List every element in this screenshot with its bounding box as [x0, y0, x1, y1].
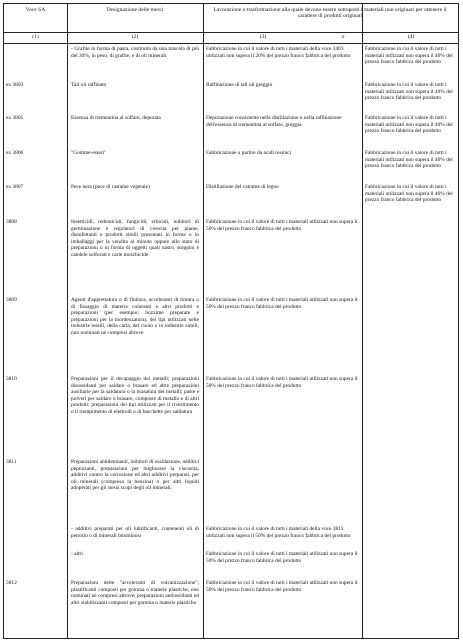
row-code: ex 3806	[6, 150, 24, 156]
colnum-3: (3)	[259, 34, 267, 40]
colnum-1: (1)	[32, 34, 39, 40]
row-description: Pece nera (pece di catrame vegetale)	[71, 184, 150, 190]
header-lavorazione: Lavorazione o trasformazione alla quale devono essere sottoposti i materiali non originari per ottenere il carattere di prodotti originari	[213, 7, 447, 20]
row-description: Agenti d'apprettatura o di finitura, acceleranti di tintura o di fissaggio di materie coloranti e altri prodotti e preparazioni (per esempio: bozzime preparate e preparazioni per la mordenzatura), dei tipi utilizzati nelle industrie tessili, della carta, del cuoio o in industrie simili, non nominati né compresi altrove	[71, 297, 199, 336]
row-code: 3810	[6, 376, 17, 382]
row-description: Preparazioni dette "acceleranti di vulcanizzazione"; plastificanti composti per gomma o materie plastiche, non nominati né compresi altrove; preparazioni antiossidanti ed altri stabilizzanti composti per gomma o materie plastiche	[71, 580, 199, 606]
row-description: Preparazioni per il decapaggio dei metalli; preparazioni disossidanti per saldare o brasare ed altre preparazioni ausiliarie per la saldatura o la brasatura dei metalli; paste e polveri per saldare o brasare, composte di metallo e di altri prodotti; preparazioni dei tipi utilizzati per il rivestimento o il riempimento di elettrodi o di bacchette per saldatura	[71, 376, 199, 415]
row-description: Insetticidi, rodenticidi, fungicidi, erbicidi, inibitori di germinazione e regolatori di crescita per piante, disinfettanti e prodotti simili presentati in forme o in imballaggi per la vendita al minuto oppure allo stato di preparazioni o in forma di oggetti quali nastri, stoppini e candele solforati e carte moschicide	[71, 219, 199, 258]
row-description: - Grafite in forma di pasta, costituita da una miscela di più del 30%, in peso, di grafite, e di oli minerali	[71, 46, 199, 59]
row-alternative: Fabbricazione in cui il valore di tutti i materiali utilizzati non supera il 40% del prezzo franco fabbrica del prodotto	[365, 184, 453, 204]
header-separator	[4, 32, 458, 33]
row-processing: Fabbricazione in cui il valore di tutti i materiali utilizzati non supera il 50% del prezzo franco fabbrica del prodotto	[206, 297, 358, 310]
header-designazione: Designazione delle merci	[106, 7, 164, 13]
row-processing: Depurazione consistente nella distillazione o nella raffinazione dell'essenza di trementina al solfato, greggia	[206, 115, 342, 128]
row-description: - altri	[71, 551, 83, 557]
row-description: Essenza di trementina al solfato, depurata	[71, 115, 161, 121]
column-divider	[67, 4, 68, 638]
colnum-2: (2)	[131, 34, 139, 40]
row-processing: Fabbricazione a partire da acidi resinici	[206, 150, 292, 156]
row-processing: Raffinazione di tall oil greggio	[206, 82, 273, 88]
row-code: 3808	[6, 219, 17, 225]
colnum-separator	[4, 43, 458, 44]
row-code: ex 3807	[6, 184, 24, 190]
row-alternative: Fabbricazione in cui il valore di tutti i materiali utilizzati non supera il 40% del prezzo franco fabbrica del prodotto	[365, 115, 453, 135]
row-code: 3812	[6, 580, 17, 586]
row-processing: Fabbricazione in cui il valore di tutti i materiali della voce 3811 utilizzati non supera il 50% del prezzo franco fabbrica del prodotto	[206, 526, 351, 539]
row-code: ex 3805	[6, 115, 24, 121]
colnum-4: (4)	[407, 34, 415, 40]
row-code: 3811	[6, 459, 17, 465]
row-description: "Gomme-esteri"	[71, 150, 107, 156]
row-description: Preparazioni antidetonanti, inibitori di ossidazione, additivi peptizzanti, preparazioni per migliorare la viscosità, additivi contro la corrosione ed altri additivi preparati, per oli minerali (compresa la benzina) o per altri liquidi adoperati per gli stessi scopi degli oli minerali:	[71, 459, 199, 492]
row-code: 3809	[6, 297, 17, 303]
row-description: Tall oil raffinato	[71, 82, 107, 88]
row-processing: Distillazione del catrame di legno	[206, 184, 279, 190]
colnum-or: o	[341, 34, 345, 40]
row-processing: Fabbricazione in cui il valore di tutti i materiali utilizzati non supera il 50% del prezzo franco fabbrica del prodotto	[206, 551, 358, 564]
annex-table	[3, 3, 459, 639]
row-processing: Fabbricazione in cui il valore di tutti i materiali utilizzati non supera il 50% del prezzo franco fabbrica del prodotto	[206, 219, 358, 232]
row-alternative: Fabbricazione in cui il valore di tutti i materiali utilizzati non supera il 40% del prezzo franco fabbrica del prodotto	[365, 46, 453, 66]
row-processing: Fabbricazione in cui il valore di tutti i materiali utilizzati non supera il 50% del prezzo franco fabbrica del prodotto	[206, 376, 358, 389]
column-divider	[203, 4, 204, 638]
column-divider	[362, 4, 363, 638]
row-alternative: Fabbricazione in cui il valore di tutti i materiali utilizzati non supera il 40% del prezzo franco fabbrica del prodotto	[365, 82, 453, 102]
header-voce-sa: Voce SA	[25, 7, 46, 13]
row-description: - additivi preparati per oli lubrificanti, contenenti oli di petrolio o di minerali bituminosi	[71, 526, 199, 539]
row-processing: Fabbricazione in cui il valore di tutti i materiali utilizzati non supera il 50% del prezzo franco fabbrica del prodotto	[206, 580, 358, 593]
row-alternative: Fabbricazione in cui il valore di tutti i materiali utilizzati non supera il 40% del prezzo franco fabbrica del prodotto	[365, 150, 453, 170]
row-processing: Fabbricazione in cui il valore di tutti i materiali della voce 3403 utilizzati non supera il 20% del prezzo franco fabbrica del prodotto	[206, 46, 351, 59]
row-code: ex 3803	[6, 82, 24, 88]
